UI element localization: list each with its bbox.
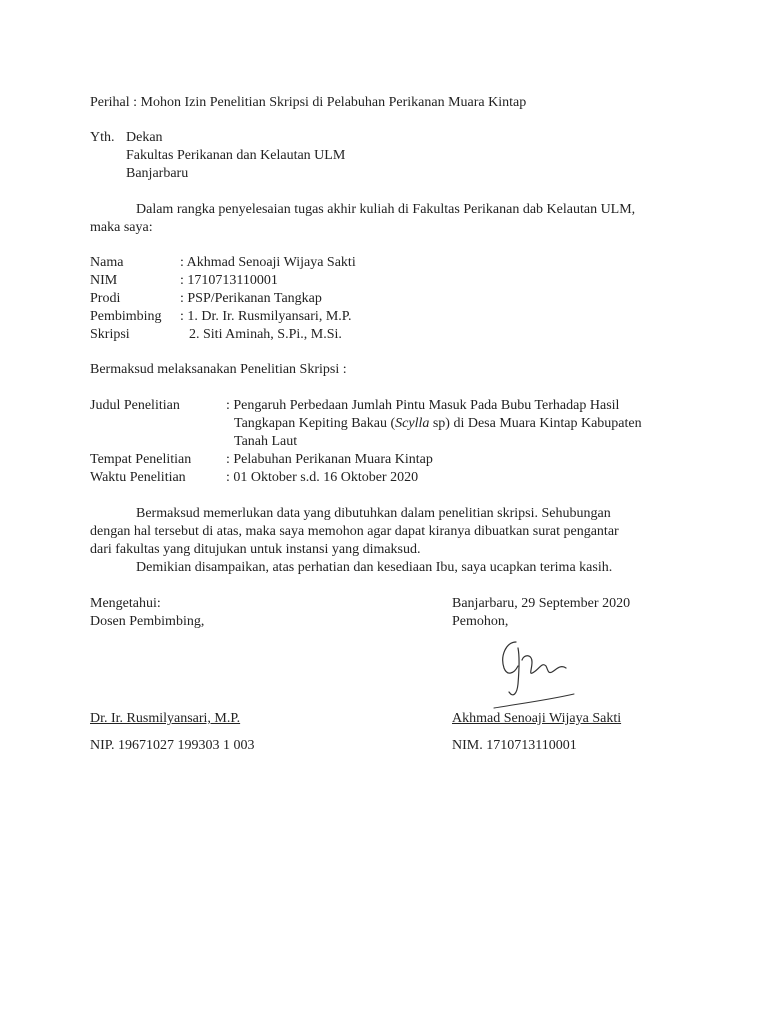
supervisor-label: Dosen Pembimbing,: [90, 614, 205, 629]
recipient-yth: Yth.: [90, 130, 115, 145]
value-pembimbing-2: 2. Siti Aminah, S.Pi., M.Si.: [189, 327, 342, 342]
place-date: Banjarbaru, 29 September 2020: [452, 596, 631, 611]
value-judul-1: : Pengaruh Perbedaan Jumlah Pintu Masuk Pada Bubu Terhadap Hasil: [226, 398, 620, 413]
value-judul-3: Tanah Laut: [234, 434, 298, 449]
recipient-faculty: Fakultas Perikanan dan Kelautan ULM: [126, 148, 346, 163]
body-p1-line-1: Bermaksud memerlukan data yang dibutuhkan dalam penelitian skripsi. Sehubungan: [136, 506, 611, 521]
intro-line-1: Dalam rangka penyelesaian tugas akhir kuliah di Fakultas Perikanan dab Kelautan ULM,: [136, 202, 636, 217]
subject-line: Perihal : Mohon Izin Penelitian Skripsi di Pelabuhan Perikanan Muara Kintap: [90, 95, 527, 110]
value-prodi: : PSP/Perikanan Tangkap: [180, 291, 322, 306]
supervisor-name: Dr. Ir. Rusmilyansari, M.P.: [90, 711, 241, 726]
value-nim: : 1710713110001: [180, 273, 278, 288]
body-p1-line-3: dari fakultas yang ditujukan untuk instansi yang dimaksud.: [90, 542, 421, 557]
intro-line-2: maka saya:: [90, 220, 153, 235]
recipient-dean: Dekan: [126, 130, 163, 145]
label-waktu: Waktu Penelitian: [90, 470, 186, 485]
label-judul: Judul Penelitian: [90, 398, 180, 413]
label-skripsi: Skripsi: [90, 327, 130, 342]
value-pembimbing-1: : 1. Dr. Ir. Rusmilyansari, M.P.: [180, 309, 352, 324]
value-nama: : Akhmad Senoaji Wijaya Sakti: [180, 255, 356, 270]
label-pembimbing: Pembimbing: [90, 309, 162, 324]
applicant-label: Pemohon,: [452, 614, 509, 629]
applicant-name: Akhmad Senoaji Wijaya Sakti: [452, 711, 622, 726]
label-prodi: Prodi: [90, 291, 121, 306]
body-p1-line-2: dengan hal tersebut di atas, maka saya memohon agar dapat kiranya dibuatkan surat pengantar: [90, 524, 619, 539]
value-tempat: : Pelabuhan Perikanan Muara Kintap: [226, 452, 433, 467]
purpose-line: Bermaksud melaksanakan Penelitian Skripsi :: [90, 362, 347, 377]
recipient-city: Banjarbaru: [126, 166, 189, 181]
acknowledged-label: Mengetahui:: [90, 596, 161, 611]
body-p2: Demikian disampaikan, atas perhatian dan kesediaan Ibu, saya ucapkan terima kasih.: [136, 560, 613, 575]
label-nama: Nama: [90, 255, 124, 270]
handwritten-signature: [488, 628, 578, 712]
label-nim: NIM: [90, 273, 118, 288]
applicant-nim: NIM. 1710713110001: [452, 738, 577, 753]
supervisor-nip: NIP. 19671027 199303 1 003: [90, 738, 255, 753]
value-waktu: : 01 Oktober s.d. 16 Oktober 2020: [226, 470, 419, 485]
value-judul-2: Tangkapan Kepiting Bakau (Scylla sp) di Desa Muara Kintap Kabupaten: [234, 416, 642, 431]
label-tempat: Tempat Penelitian: [90, 452, 192, 467]
